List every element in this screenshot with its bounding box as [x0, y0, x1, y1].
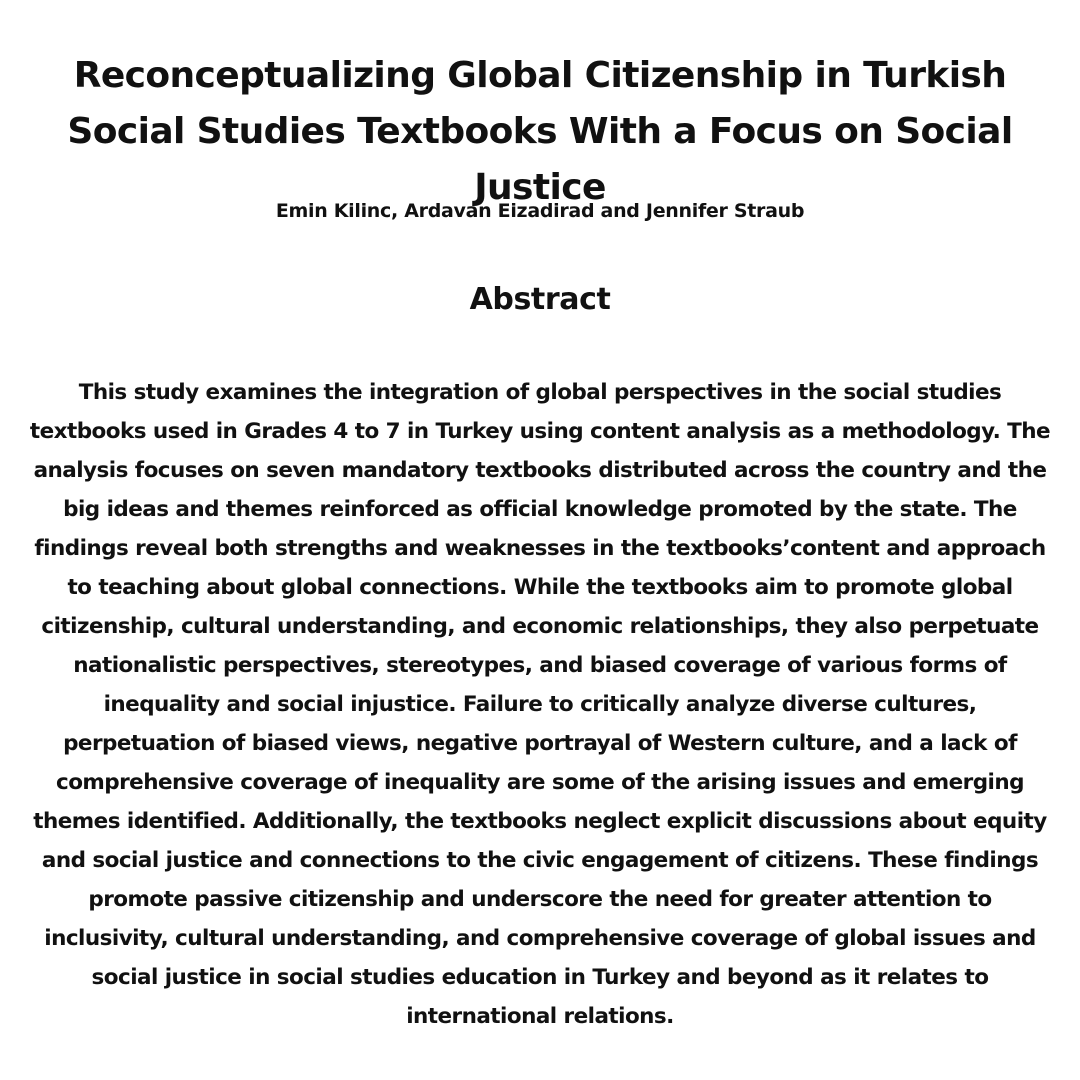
- author-list: Emin Kilinc, Ardavan Eizadirad and Jennifer Straub: [275, 200, 805, 222]
- paper-title: Reconceptualizing Global Citizenship in Turkish Social Studies Textbooks With a Focus on Social Justice: [67, 55, 1013, 208]
- abstract-body: This study examines the integration of global perspectives in the social studies textbooks used in Grades 4 to 7 in Turkey using content analysis as a methodology. The analysis focuses on seven mandatory textbooks distributed across the country and the big ideas and themes reinforced as official knowledge promoted by the state. The findings reveal both strengths and weaknesses in the textbooks’content and approach to teaching about global connections. While the textbooks aim to promote global citizenship, cultural understanding, and economic relationships, they also perpetuate nationalistic perspectives, stereotypes, and biased coverage of various forms of inequality and social injustice. Failure to critically analyze diverse cultures, perpetuation of biased views, negative portrayal of Western culture, and a lack of comprehensive coverage of inequality are some of the arising issues and emerging themes identified. Additionally, the textbooks neglect explicit discussions about equity and social justice and connections to the civic engagement of citizens. These findings promote passive citizenship and underscore the need for greater attention to inclusivity, cultural understanding, and comprehensive coverage of global issues and social justice in social studies education in Turkey and beyond as it relates to international relations.: [29, 380, 1051, 1029]
- abstract-heading: Abstract: [469, 282, 611, 317]
